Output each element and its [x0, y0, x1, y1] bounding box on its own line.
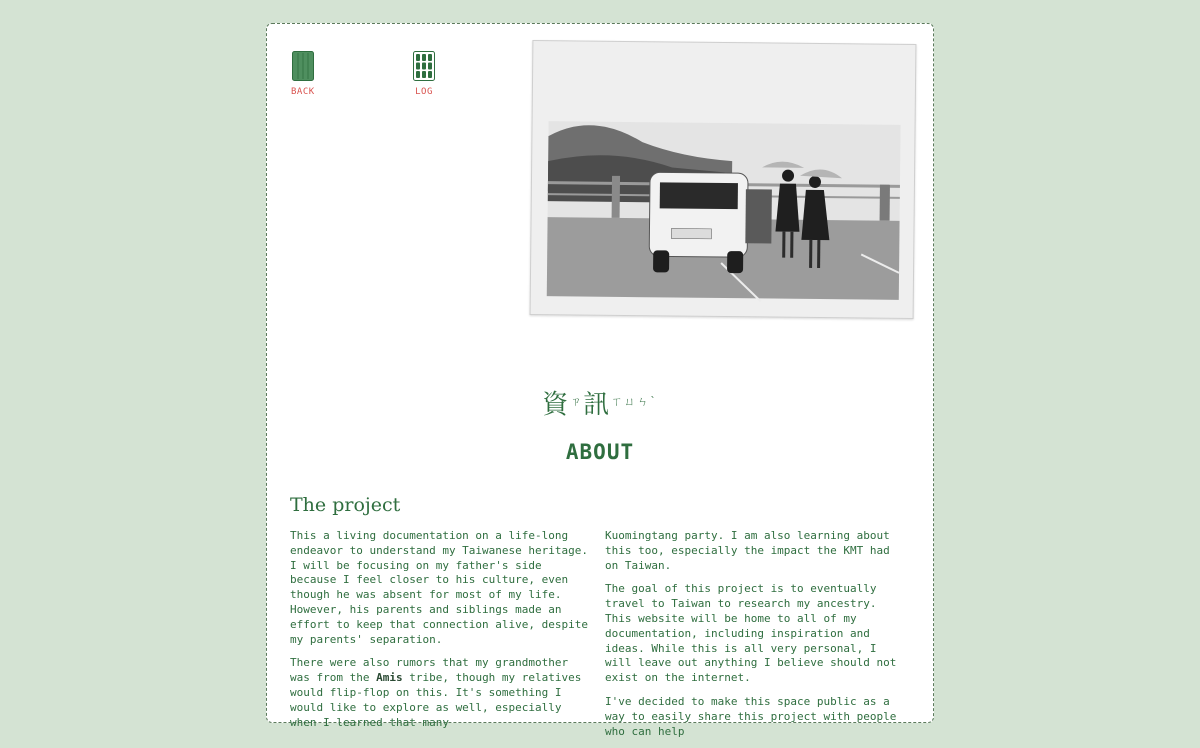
about-heading: ABOUT	[565, 440, 635, 464]
project-text-left	[290, 529, 594, 739]
paragraph: There were also rumors that my grandmother was from the Amis tribe, though my relatives would flip-flop on this. It's something I would like to explore as well, especially when I learned that many	[290, 656, 582, 729]
project-text-right	[605, 529, 909, 748]
log-link[interactable]	[413, 51, 435, 97]
chinese-title	[267, 384, 933, 421]
photo-image	[531, 41, 916, 318]
log-label: LOG	[415, 87, 433, 97]
paragraph: The goal of this project is to eventually travel to Taiwan to research my ancestry. This website will be home to all of my documentation, including inspiration and ideas. While this is all very personal, I will leave out anything I believe should not exist on the internet.	[605, 582, 897, 685]
amis-tribe-name: Amis	[376, 671, 403, 685]
chinese-title-char-1: 資	[542, 390, 571, 420]
back-link[interactable]	[291, 51, 315, 97]
project-section-title: The project	[290, 494, 401, 516]
mahjong-bamboo-tile-icon	[413, 51, 435, 81]
paragraph: This a living documentation on a life-long endeavor to understand my Taiwanese heritage. I will be focusing on my father's side because I feel closer to his culture, even though he was absent for most of my life. However, his parents and siblings made an effort to keep that connection alive, despite my parents' separation.	[290, 529, 589, 646]
family-photo	[530, 40, 917, 319]
paragraph: I've decided to make this space public as a way to easily share this project with people who can help	[605, 694, 897, 738]
back-label: BACK	[291, 87, 315, 97]
paragraph: Kuomingtang party. I am also learning about this too, especially the impact the KMT had on Taiwan.	[605, 529, 890, 572]
chinese-title-char-2: 訊	[583, 390, 612, 420]
mahjong-tile-icon	[292, 51, 314, 81]
zhuyin-annotation-2: ㄒㄩㄣˋ	[611, 395, 658, 408]
zhuyin-annotation-1: ㄗ	[570, 395, 584, 408]
content-card	[266, 23, 934, 738]
